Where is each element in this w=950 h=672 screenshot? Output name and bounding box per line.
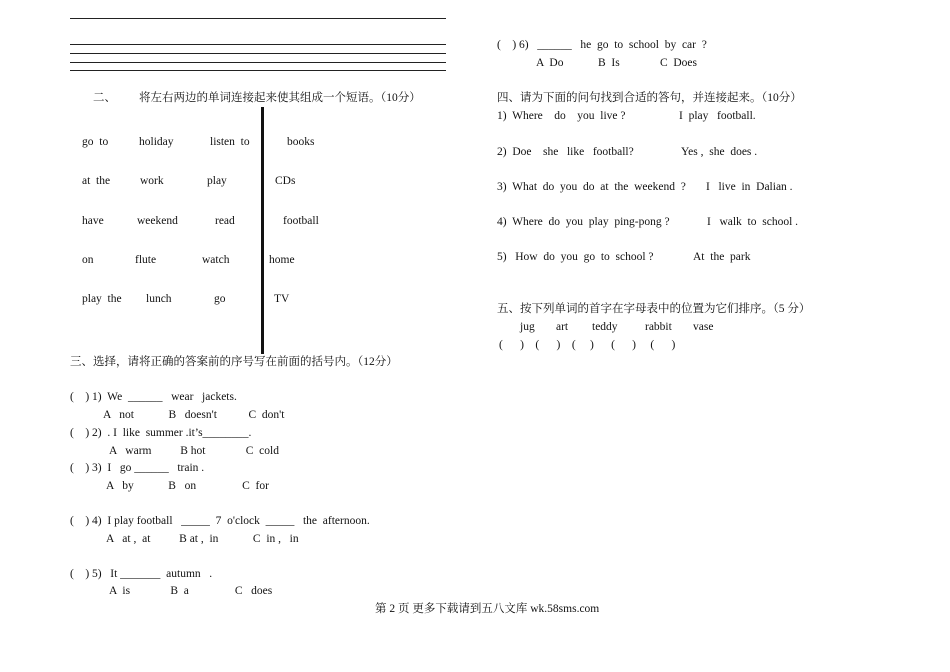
s2-col3-item: watch [202, 254, 230, 266]
page-footer: 第 2 页 更多下载请到五八文库 wk.58sms.com [375, 603, 600, 615]
s2-col2-item: holiday [139, 136, 174, 148]
s3-options: A warm B hot C cold [109, 445, 279, 457]
s2-col2-item: weekend [137, 215, 178, 227]
s2-col4-item: CDs [275, 175, 296, 187]
answer-line [70, 53, 446, 54]
s2-col1-item: at the [82, 175, 111, 187]
s3-options: A not B doesn't C don't [103, 409, 285, 421]
section4-title: 四、请为下面的问句找到合适的答句，并连接起来。（10分） [497, 92, 802, 104]
s5-word: jug [520, 321, 535, 333]
s4-question: 1) Where do you live ? [497, 110, 626, 122]
section5-title: 五、按下列单词的首字在字母表中的位置为它们排序。（5 分） [497, 303, 811, 315]
s2-col3-item: listen to [210, 136, 250, 148]
s2-col2-item: lunch [146, 293, 172, 305]
s4-answer: Yes , she does . [681, 146, 758, 158]
s5-brackets: ( ) ( ) ( ) ( ) ( ) [499, 339, 676, 351]
s2-col2-item: work [140, 175, 164, 187]
s3-options: A is B a C does [109, 585, 273, 597]
s3-question: ( ) 4) I play football _____ 7 o'clock _____ the afternoon. [70, 515, 370, 527]
s2-col4-item: home [269, 254, 295, 266]
s3-question: ( ) 3) I go ______ train . [70, 462, 205, 474]
s3-question: ( ) 2) . I like summer .it’s________. [70, 427, 252, 439]
s4-question: 4) Where do you play ping-pong ? [497, 216, 670, 228]
s3-options: A at , at B at , in C in , in [106, 533, 299, 545]
s2-col3-item: play [207, 175, 227, 187]
answer-line [70, 18, 446, 19]
s4-answer: I play football. [679, 110, 756, 122]
s4-answer: I live in Dalian . [706, 181, 793, 193]
s4-question: 2) Doe she like football? [497, 146, 634, 158]
s2-col1-item: on [82, 254, 94, 266]
s4-answer: I walk to school . [707, 216, 799, 228]
s3-question: ( ) 6) ______ he go to school by car ? [497, 39, 707, 51]
s2-col3-item: read [215, 215, 235, 227]
s2-col4-item: TV [274, 293, 290, 305]
s3-question: ( ) 1) We ______ wear jackets. [70, 391, 237, 403]
s3-options: A Do B Is C Does [536, 57, 698, 69]
s5-word: vase [693, 321, 714, 333]
s5-word: art [556, 321, 569, 333]
section2-title: 二、 将左右两边的单词连接起来使其组成一个短语。（10分） [93, 92, 421, 104]
s3-options: A by B on C for [106, 480, 269, 492]
answer-line [70, 62, 446, 63]
answer-line [70, 44, 446, 45]
s2-col3-item: go [214, 293, 226, 305]
s2-col2-item: flute [135, 254, 157, 266]
column-divider [261, 107, 264, 354]
s2-col1-item: have [82, 215, 104, 227]
s2-col4-item: football [283, 215, 319, 227]
s4-question: 5) How do you go to school ? [497, 251, 654, 263]
section3-title: 三、选择，请将正确的答案前的序号写在前面的括号内。（12分） [70, 356, 398, 368]
s2-col1-item: go to [82, 136, 109, 148]
s4-question: 3) What do you do at the weekend ? [497, 181, 686, 193]
s2-col1-item: play the [82, 293, 122, 305]
s5-word: teddy [592, 321, 618, 333]
s4-answer: At the park [693, 251, 751, 263]
s3-question: ( ) 5) It _______ autumn . [70, 568, 213, 580]
answer-line [70, 70, 446, 71]
s2-col4-item: books [287, 136, 315, 148]
s5-word: rabbit [645, 321, 672, 333]
